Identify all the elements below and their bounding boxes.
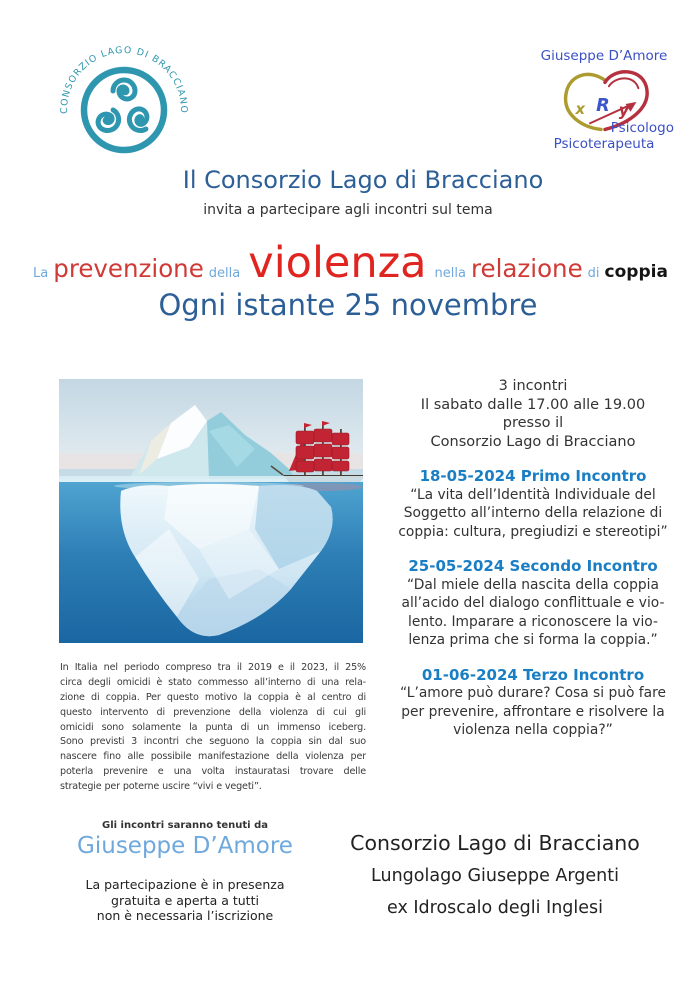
psychologist-role-2: Psicoterapeuta [553,136,655,152]
paragraph-line: zione di coppia. Per questo motivo la coppia è al centro di [60,691,366,703]
triskelion-logo-icon [52,34,196,162]
theme-word-relazione: relazione [470,254,583,283]
schedule-intro-line: Consorzio Lago di Bracciano [430,433,636,450]
venue-name: Consorzio Lago di Bracciano [350,831,640,855]
theme-word-coppia: coppia [604,262,668,282]
heart-letter-r: R [596,95,610,116]
paragraph-line: circa degli omicidi è stato commesso all’interno di una rela- [60,676,366,688]
session-1 [387,467,679,541]
psychologist-name: Giuseppe D’Amore [540,48,668,64]
session-3-line: “L’amore può durare? Cosa si può fare [400,685,666,701]
session-1-heading: 18-05-2024 Primo Incontro [419,467,647,485]
heart-letter-y: y [618,100,629,120]
paragraph-line: omicidi sono solamente la punta di un immenso iceberg. [60,721,366,733]
theme-word-nella: nella [434,266,466,281]
psychologist-logo [518,48,690,152]
iceberg-image-icon [59,379,363,643]
paragraph-line: In Italia nel periodo compreso tra il 2019 e il 2023, il 25% [60,662,366,673]
session-2-heading: 25-05-2024 Secondo Incontro [408,557,658,575]
session-2-line: “Dal miele della nascita della coppia [407,576,659,593]
speaker-intro: Gli incontri saranno tenuti da [102,820,268,831]
theme-word-violenza: violenza [248,238,427,288]
page-subtitle: invita a partecipare agli incontri sul tema [203,202,493,218]
schedule-intro-line: Il sabato dalle 17.00 alle 19.00 [420,396,646,413]
theme-title [0,238,696,288]
paragraph-line: strategie per poterne uscire “vivi e vegeti”. [60,781,262,793]
speaker-name: Giuseppe D’Amore [77,833,293,859]
venue-address-2: ex Idroscalo degli Inglesi [387,898,603,918]
logo-arc-text: CONSORZIO LAGO DI BRACCIANO [58,44,190,114]
session-2-line: lento. Imparare a riconoscere la vio- [408,613,658,630]
theme-word-la: La [33,266,49,281]
session-3-line: violenza nella coppia?” [453,722,613,738]
participation-note-line: gratuita e aperta a tutti [111,892,259,908]
psychologist-role-1: Psicologo [610,120,674,136]
session-2 [387,557,679,650]
theme-word-di: di [587,266,600,281]
page-title: Il Consorzio Lago di Bracciano [182,166,544,194]
theme-word-della: della [208,266,241,281]
schedule-intro-line: 3 incontri [498,378,568,394]
heart-letter-x: x [575,100,586,118]
participation-note-line: La partecipazione è in presenza [85,877,285,892]
session-3-line: per prevenire, affrontare e risolvere la [401,703,665,720]
consorzio-logo [52,34,196,162]
schedule-intro [387,377,679,451]
intro-paragraph [60,661,366,795]
date-title: Ogni istante 25 novembre [158,288,538,322]
schedule-column [387,377,679,740]
theme-word-prevenzione: prevenzione [53,254,204,283]
session-2-line: all’acido del dialogo conflittuale e vio- [401,595,665,611]
session-2-line: lenza prima che si forma la coppia.” [408,632,658,648]
session-1-line: coppia: cultura, pregiudizi e stereotipi” [398,523,668,540]
paragraph-line: questo intervento di prevenzione della violenza di cui gli [60,706,366,718]
paragraph-line: Sono previsti 3 incontri che seguono la coppia sin dal suo [60,736,366,748]
session-3 [387,666,679,740]
paragraph-line: poterla prevenire e una volta instauratasi trovare delle [60,766,366,778]
participation-note-line: non è necessaria l’iscrizione [96,908,274,923]
session-1-line: Soggetto all’interno della relazione di [403,505,663,521]
schedule-intro-line: presso il [502,415,564,431]
venue-block [330,831,660,918]
venue-address-1: Lungolago Giuseppe Argenti [371,866,619,886]
paragraph-line: nascere fino alle possibile manifestazione della violenza per [60,751,366,763]
participation-note [35,877,335,924]
session-1-line: “La vita dell’Identità Individuale del [410,486,656,503]
session-3-heading: 01-06-2024 Terzo Incontro [421,665,645,684]
iceberg-illustration [59,379,363,643]
speaker-block [35,820,335,924]
